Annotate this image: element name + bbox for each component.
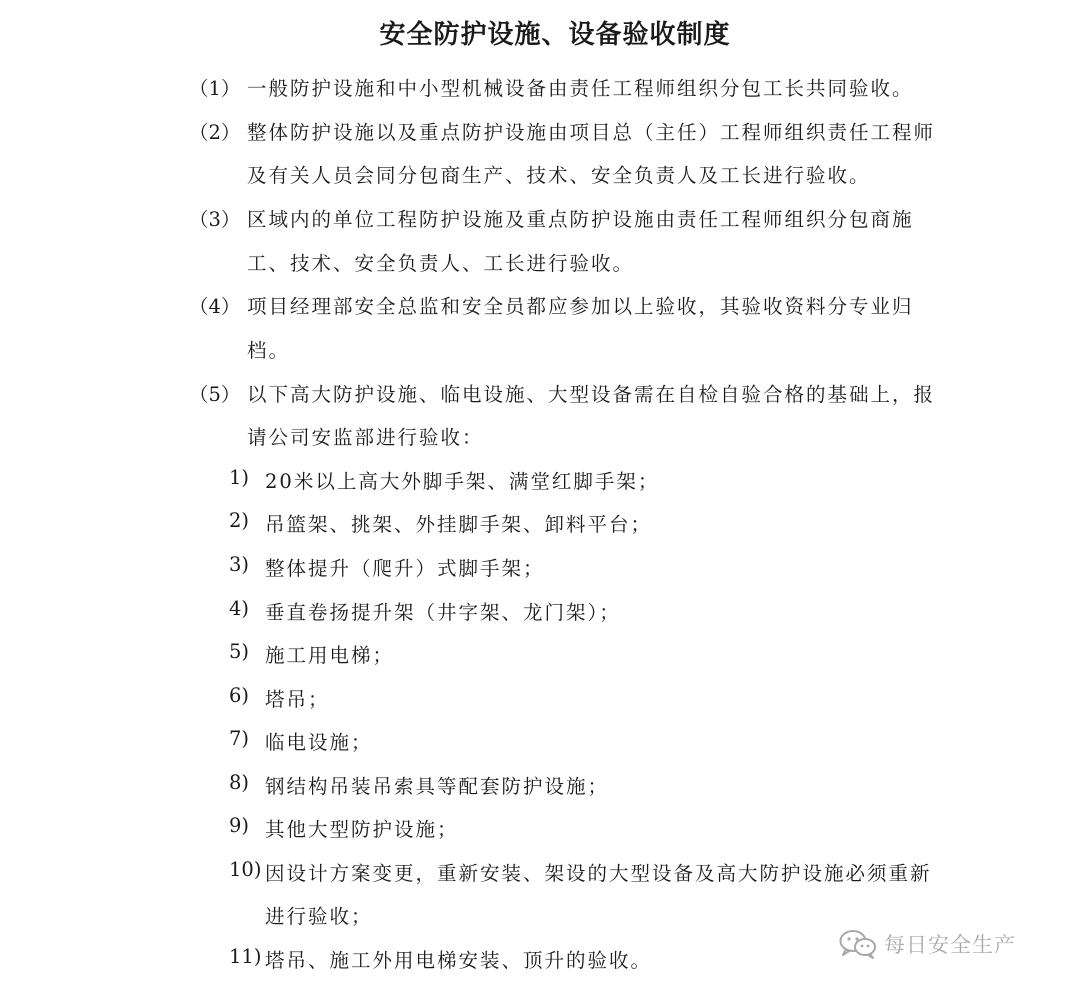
subitem-text-line: 整体提升（爬升）式脚手架；	[265, 557, 545, 580]
subitem-text-line: 塔吊、施工外用电梯安装、顶升的验收。	[265, 949, 653, 972]
subitem-number: 11)	[229, 945, 262, 968]
subitem-number: 7)	[229, 727, 250, 750]
item-text-line: 档。	[247, 339, 291, 362]
subitem-text-line: 因设计方案变更，重新安装、架设的大型设备及高大防护设施必须重新	[265, 862, 932, 885]
subitem-number: 5)	[229, 640, 250, 663]
subitem-number: 1)	[229, 466, 250, 489]
subitem-text-line: 临电设施；	[265, 731, 373, 754]
subitem-text-line: 塔吊；	[265, 688, 330, 711]
subitem-number: 8)	[229, 771, 250, 794]
watermark-text: 每日安全生产	[884, 933, 1016, 957]
subitem-text-line: 进行验收；	[265, 905, 373, 928]
subitem-text-line: 吊篮架、挑架、外挂脚手架、卸料平台；	[265, 513, 653, 536]
item-number: （1）	[189, 77, 241, 100]
item-text-line: 区域内的单位工程防护设施及重点防护设施由责任工程师组织分包商施	[247, 208, 914, 231]
item-text-line: 工、技术、安全负责人、工长进行验收。	[247, 252, 635, 275]
subitem-text-line: 20米以上高大外脚手架、满堂红脚手架；	[265, 470, 660, 493]
subitem-text-line: 垂直卷扬提升架（井字架、龙门架）；	[265, 601, 621, 624]
subitem-number: 9)	[229, 814, 250, 837]
subitem-text-line: 其他大型防护设施；	[265, 818, 459, 841]
subitem-text-line: 施工用电梯；	[265, 644, 395, 667]
item-number: （2）	[189, 121, 241, 144]
item-number: （5）	[189, 383, 241, 406]
item-text-line: 整体防护设施以及重点防护设施由项目总（主任）工程师组织责任工程师	[247, 121, 936, 144]
subitem-number: 2)	[229, 509, 250, 532]
item-number: （3）	[189, 208, 241, 231]
watermark	[838, 924, 1016, 964]
subitem-number: 3)	[229, 553, 250, 576]
item-text-line: 以下高大防护设施、临电设施、大型设备需在自检自验合格的基础上，报	[247, 383, 936, 406]
subitem-number: 10)	[229, 858, 262, 881]
subitem-number: 6)	[229, 684, 250, 707]
item-text-line: 项目经理部安全总监和安全员都应参加以上验收，其验收资料分专业归	[247, 295, 914, 318]
subitem-text-line: 钢结构吊装吊索具等配套防护设施；	[265, 775, 610, 798]
wechat-icon	[838, 928, 878, 960]
subitem-number: 4)	[229, 597, 250, 620]
item-text-line: 及有关人员会同分包商生产、技术、安全负责人及工长进行验收。	[247, 164, 871, 187]
document-title: 安全防护设施、设备验收制度	[379, 20, 731, 50]
item-text-line: 一般防护设施和中小型机械设备由责任工程师组织分包工长共同验收。	[247, 77, 914, 100]
item-number: （4）	[189, 295, 241, 318]
item-text-line: 请公司安监部进行验收：	[247, 426, 484, 449]
